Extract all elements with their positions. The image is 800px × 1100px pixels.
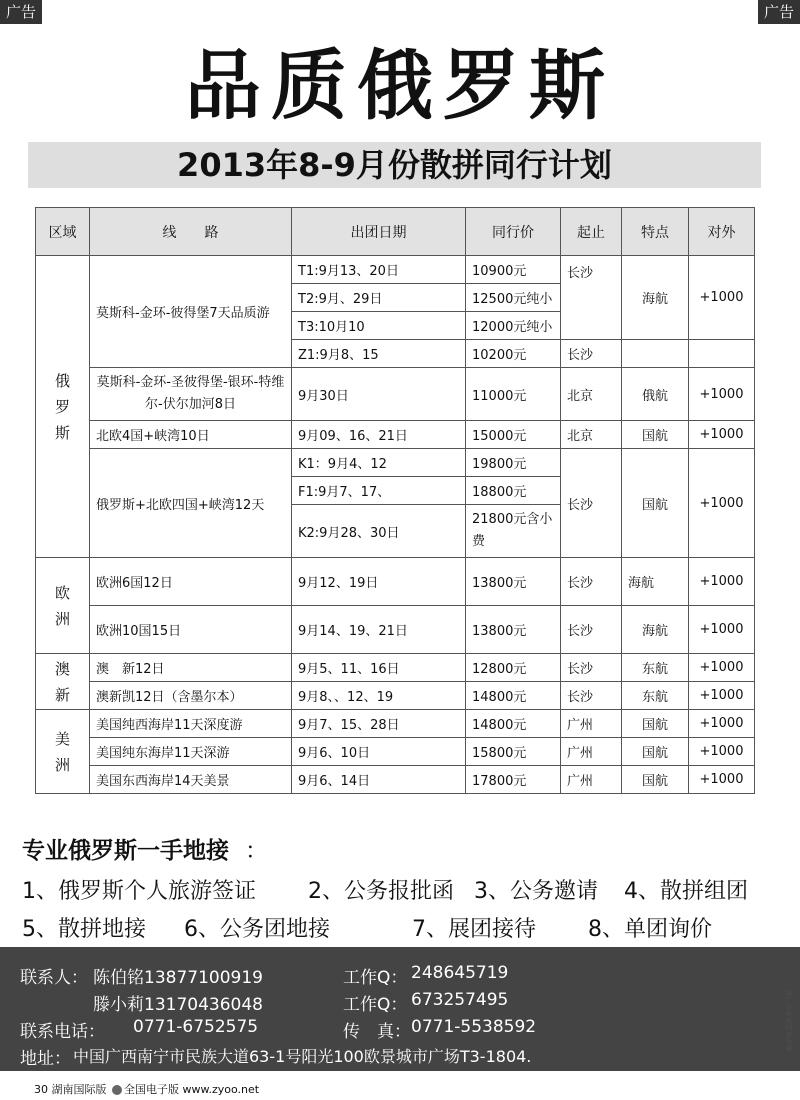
region-anz (36, 654, 90, 710)
city-cell: 长沙 (561, 606, 622, 654)
region-label: 美洲 (54, 729, 70, 774)
route-cell: 莫斯科-金环-圣彼得堡-银环-特维尔-伏尔加河8日 (90, 368, 292, 421)
column-header: 特点 (622, 208, 689, 256)
price-cell: 15000元 (466, 421, 561, 449)
table-row (36, 738, 755, 766)
specialty-heading-text: 专业俄罗斯一手地接 (22, 838, 229, 864)
price-cell: 14800元 (466, 710, 561, 738)
date-cell: 9月6、10日 (292, 738, 466, 766)
external-price-cell: +1000 (689, 256, 755, 340)
service-item: 1、俄罗斯个人旅游签证 (22, 879, 256, 904)
route-cell: 欧洲6国12日 (90, 558, 292, 606)
table-row (36, 558, 755, 606)
city-cell: 长沙 (561, 449, 622, 558)
price-cell: 17800元 (466, 766, 561, 794)
feature-cell: 国航 (622, 738, 689, 766)
region-label: 欧洲 (54, 583, 70, 628)
brand-logo-icon (112, 1085, 122, 1095)
service-item: 4、散拼组团 (624, 879, 748, 904)
feature-cell: 海航 (622, 558, 689, 606)
work-qq-2: 673257495 (411, 990, 509, 1010)
external-price-cell: +1000 (689, 654, 755, 682)
ad-tag-left: 广告 (0, 0, 42, 24)
region-europe (36, 558, 90, 654)
feature-cell: 俄航 (622, 368, 689, 421)
route-cell: 澳新凯12日（含墨尔本） (90, 682, 292, 710)
city-cell: 广州 (561, 766, 622, 794)
region-label: 澳新 (54, 659, 70, 704)
date-cell: K1：9月4、12 (292, 449, 466, 477)
external-price-cell: +1000 (689, 606, 755, 654)
date-cell: T1:9月13、20日 (292, 256, 466, 284)
website-url[interactable]: www.zyoo.net (182, 1083, 260, 1096)
column-header: 对外 (689, 208, 755, 256)
work-qq-label: 工作Q： (343, 968, 408, 988)
price-cell: 10900元 (466, 256, 561, 284)
price-cell: 12500元纯小 (466, 284, 561, 312)
service-item: 6、公务团地接 (184, 917, 330, 942)
feature-cell: 东航 (622, 654, 689, 682)
external-price-cell: +1000 (689, 766, 755, 794)
feature-cell: 海航 (622, 256, 689, 340)
city-cell: 北京 (561, 421, 622, 449)
city-cell: 长沙 (561, 256, 622, 340)
column-header: 起止 (561, 208, 622, 256)
contact-person-label: 联系人： (20, 968, 88, 988)
price-cell: 14800元 (466, 682, 561, 710)
price-cell: 12000元纯小 (466, 312, 561, 340)
price-cell: 18800元 (466, 477, 561, 505)
external-price-cell: +1000 (689, 682, 755, 710)
city-cell: 长沙 (561, 558, 622, 606)
table-row (36, 682, 755, 710)
route-cell: 北欧4国+峡湾10日 (90, 421, 292, 449)
table-row (36, 654, 755, 682)
date-cell: 9月7、15、28日 (292, 710, 466, 738)
feature-cell: 东航 (622, 682, 689, 710)
service-item: 2、公务报批函 (308, 879, 454, 904)
date-cell: T3:10月10 (292, 312, 466, 340)
edition-label: 湖南国际版 (51, 1083, 107, 1096)
contact-person-2: 滕小莉13170436048 (93, 995, 263, 1015)
price-cell: 15800元 (466, 738, 561, 766)
page-number: 30 (34, 1083, 48, 1096)
date-cell: K2:9月28、30日 (292, 505, 466, 558)
route-cell: 美国纯东海岸11天深游 (90, 738, 292, 766)
feature-cell (622, 340, 689, 368)
table-row (36, 766, 755, 794)
specialty-heading (22, 832, 268, 865)
subtitle: 2013年8-9月份散拼同行计划 (28, 142, 761, 188)
region-america (36, 710, 90, 794)
address-label: 地址： (20, 1049, 71, 1069)
contact-person-1: 陈伯铭13877100919 (93, 968, 263, 988)
route-cell: 澳 新12日 (90, 654, 292, 682)
page-footer (34, 1081, 259, 1097)
feature-cell: 国航 (622, 449, 689, 558)
city-cell: 长沙 (561, 340, 622, 368)
price-cell: 13800元 (466, 558, 561, 606)
external-price-cell: +1000 (689, 421, 755, 449)
city-cell: 长沙 (561, 682, 622, 710)
price-cell: 13800元 (466, 606, 561, 654)
table-row (36, 256, 755, 284)
table-row (36, 368, 755, 421)
date-cell: 9月09、16、21日 (292, 421, 466, 449)
region-label: 俄罗斯 (54, 371, 70, 442)
route-cell: 欧洲10国15日 (90, 606, 292, 654)
service-list-row-2 (22, 912, 712, 943)
external-price-cell (689, 340, 755, 368)
feature-cell: 国航 (622, 421, 689, 449)
date-cell: 9月8、、12、19 (292, 682, 466, 710)
phone-label: 联系电话： (20, 1022, 105, 1042)
external-price-cell: +1000 (689, 449, 755, 558)
fax-label: 传 真： (343, 1022, 411, 1042)
region-russia (36, 256, 90, 558)
address: 中国广西南宁市民族大道63-1号阳光100欧景城市广场T3-1804. (73, 1047, 532, 1066)
city-cell: 北京 (561, 368, 622, 421)
column-header: 区域 (36, 208, 90, 256)
column-header: 出团日期 (292, 208, 466, 256)
work-qq-1: 248645719 (411, 963, 509, 983)
date-cell: 9月30日 (292, 368, 466, 421)
column-header: 线 路 (90, 208, 292, 256)
phone-number: 0771-6752575 (133, 1017, 259, 1037)
fax-number: 0771-5538592 (411, 1017, 537, 1037)
external-price-cell: +1000 (689, 558, 755, 606)
date-cell: F1:9月7、17、 (292, 477, 466, 505)
service-item: 5、散拼地接 (22, 917, 146, 942)
schedule-table (35, 207, 755, 794)
date-cell: 9月12、19日 (292, 558, 466, 606)
table-header-row (36, 208, 755, 256)
contact-panel (0, 947, 800, 1071)
date-cell: 9月14、19、21日 (292, 606, 466, 654)
work-qq-label: 工作Q： (343, 995, 408, 1015)
service-item: 8、单团询价 (588, 917, 712, 942)
external-price-cell: +1000 (689, 738, 755, 766)
table-row (36, 421, 755, 449)
price-cell: 10200元 (466, 340, 561, 368)
service-item: 7、展团接待 (412, 917, 536, 942)
date-cell: Z1:9月8、15 (292, 340, 466, 368)
feature-cell: 海航 (622, 606, 689, 654)
feature-cell: 国航 (622, 766, 689, 794)
date-cell: 9月5、11、16日 (292, 654, 466, 682)
route-cell: 美国纯西海岸11天深度游 (90, 710, 292, 738)
table-row (36, 710, 755, 738)
price-cell: 12800元 (466, 654, 561, 682)
city-cell: 广州 (561, 738, 622, 766)
external-price-cell: +1000 (689, 368, 755, 421)
column-header: 同行价 (466, 208, 561, 256)
service-list-row-1 (22, 874, 748, 905)
price-cell: 21800元含小费 (466, 505, 561, 558)
route-cell: 美国东西海岸14天美景 (90, 766, 292, 794)
price-cell: 11000元 (466, 368, 561, 421)
price-cell: 19800元 (466, 449, 561, 477)
specialty-heading-colon: ： (245, 838, 269, 864)
city-cell: 长沙 (561, 654, 622, 682)
route-cell: 莫斯科-金环-彼得堡7天品质游 (90, 256, 292, 368)
ad-tag-right: 广告 (758, 0, 800, 24)
table-row (36, 606, 755, 654)
page-title: 品质俄罗斯 (185, 41, 615, 130)
side-note: 以广告形式刊登为准 (786, 990, 793, 1053)
brand-label: 全国电子版 (124, 1083, 179, 1096)
external-price-cell: +1000 (689, 710, 755, 738)
date-cell: T2:9月、29日 (292, 284, 466, 312)
date-cell: 9月6、14日 (292, 766, 466, 794)
route-cell: 俄罗斯+北欧四国+峡湾12天 (90, 449, 292, 558)
service-item: 3、公务邀请 (474, 879, 598, 904)
feature-cell: 国航 (622, 710, 689, 738)
table-row (36, 449, 755, 477)
city-cell: 广州 (561, 710, 622, 738)
